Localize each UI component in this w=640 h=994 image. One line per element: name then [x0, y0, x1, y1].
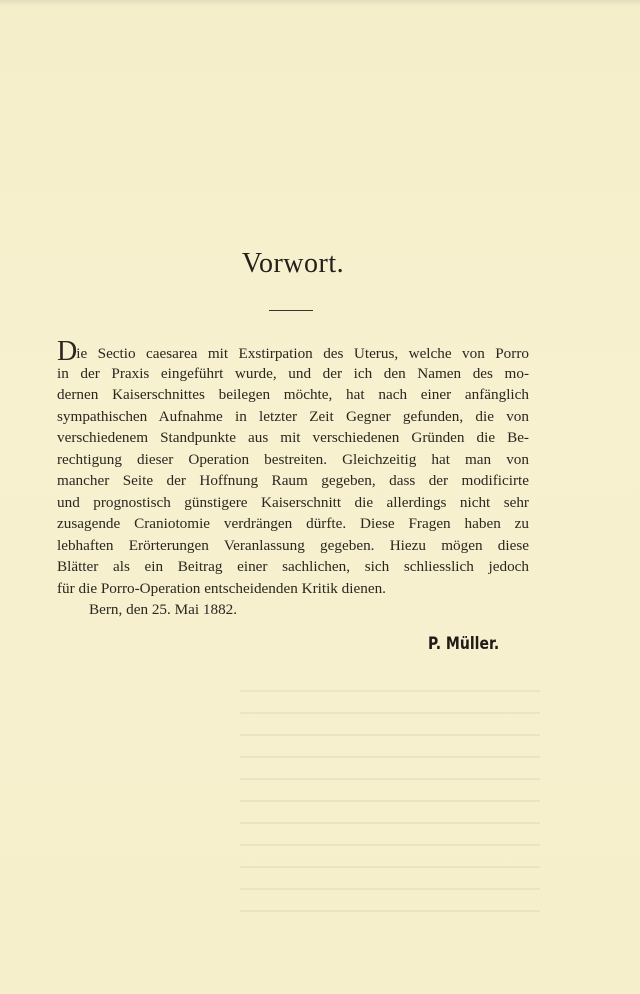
paragraph-line: [57, 336, 529, 367]
page-top-edge: [0, 0, 640, 6]
paragraph-line: Blätter als ein Beitrag einer sachlichen, sich schliesslich jedoch: [57, 558, 529, 575]
drop-initial: D: [57, 336, 77, 367]
paragraph-line: dernen Kaiserschnittes beilegen möchte, hat nach einer anfänglich: [57, 386, 529, 403]
paragraph-line: für die Porro-Operation entscheidenden Kritik dienen.: [57, 579, 386, 597]
show-through-text: [240, 690, 540, 920]
paragraph-line: in der Praxis eingeführt wurde, und der ich den Namen des mo-: [57, 364, 529, 382]
paragraph-line: sympathischen Aufnahme in letzter Zeit Gegner gefunden, die von: [57, 407, 529, 425]
paragraph-line: und prognostisch günstigere Kaiserschnitt die allerdings nicht sehr: [57, 493, 529, 511]
paragraph-line: zusagende Craniotomie verdrängen dürfte. Diese Fragen haben zu: [57, 515, 529, 532]
paragraph-line: rechtigung dieser Operation bestreiten. Gleichzeitig hat man von: [57, 450, 529, 468]
line-text: ie Sectio caesarea mit Exstirpation des Uterus, welche von Porro: [76, 345, 529, 362]
title-divider: [269, 310, 313, 311]
paragraph-line: lebhaften Erörterungen Veranlassung gegeben. Hiezu mögen diese: [57, 536, 529, 554]
signature: P. Müller.: [428, 634, 500, 653]
page-title: Vorwort.: [241, 248, 345, 279]
dateline: Bern, den 25. Mai 1882.: [89, 601, 238, 618]
preface-paragraph: [57, 336, 529, 621]
paragraph-line: mancher Seite der Hoffnung Raum gegeben, dass der modificirte: [57, 472, 529, 489]
paragraph-line: verschiedenem Standpunkte aus mit verschiedenen Gründen die Be-: [57, 429, 529, 446]
